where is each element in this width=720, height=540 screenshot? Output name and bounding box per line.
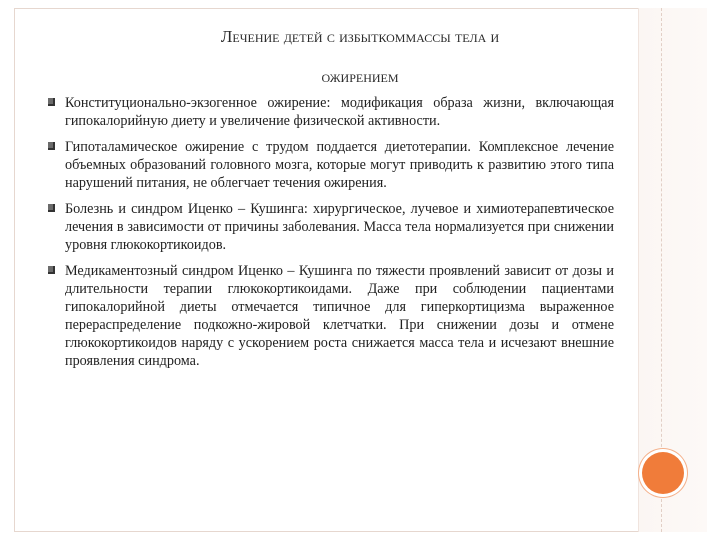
list-item	[48, 94, 614, 130]
bullet-list	[48, 94, 614, 378]
list-item-text: Медикаментозный синдром Иценко – Кушинга по тяжести проявлений зависит от дозы и длительности терапии глюкокортикоидами. Даже при соблюдении пациентами гипокалорийной диеты отмечается типичное для гиперкортицизма выраженное перераспределение подкожно-жировой клетчатки. При снижении дозы и отмене глюкокортикоидов наряду с ускорением роста снижается масса тела и исчезают внешние проявления синдрома.	[65, 263, 614, 369]
square-bullet-icon	[48, 142, 55, 150]
list-item-text: Гипоталамическое ожирение с трудом поддается диетотерапии. Комплексное лечение объемных образований головного мозга, которые могут приводить к развитию этого типа нарушений питания, не облегчает течения ожирения.	[65, 139, 614, 191]
list-item-text: Конституционально-экзогенное ожирение: модификация образа жизни, включающая гипокалорийную диету и увеличение физической активности.	[65, 95, 614, 129]
slide-title	[80, 24, 640, 90]
list-item	[48, 262, 614, 370]
square-bullet-icon	[48, 98, 55, 106]
list-item	[48, 138, 614, 192]
orange-circle-decoration	[642, 452, 684, 494]
title-line-1: Лечение детей с избыткоммассы тела и	[220, 27, 500, 46]
title-line-2: ожирением	[321, 67, 399, 86]
list-item-text: Болезнь и синдром Иценко – Кушинга: хирургическое, лучевое и химиотерапевтическое лечения в зависимости от причины заболевания. Масса тела нормализуется при снижении уровня глюкокортикоидов.	[65, 201, 614, 253]
square-bullet-icon	[48, 266, 55, 274]
square-bullet-icon	[48, 204, 55, 212]
list-item	[48, 200, 614, 254]
